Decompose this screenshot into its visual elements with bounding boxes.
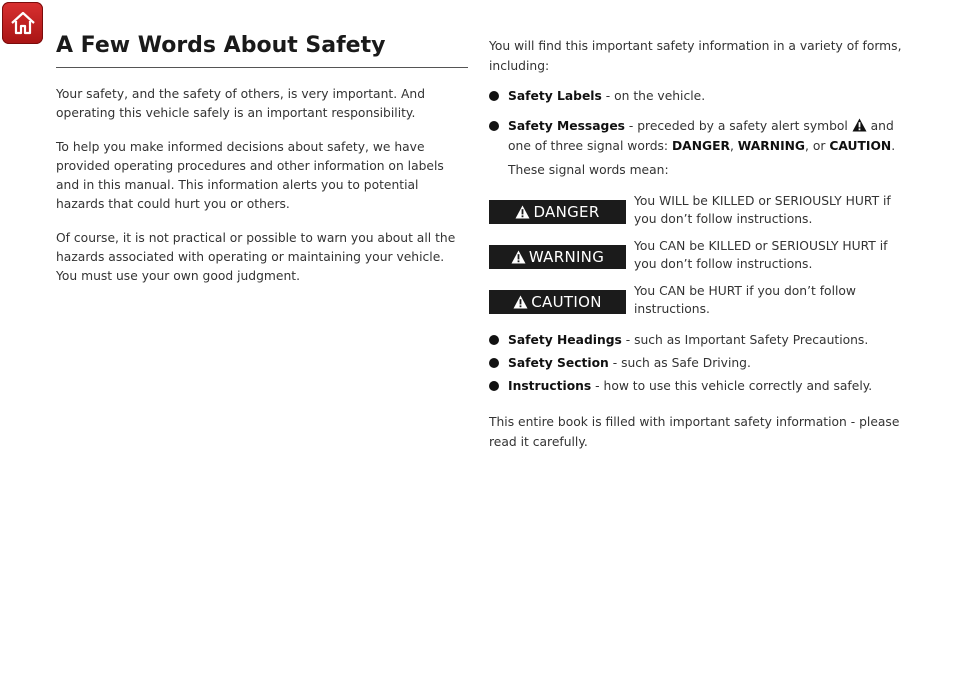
warning-description: You CAN be KILLED or SERIOUSLY HURT if you don’t follow instructions.: [634, 239, 888, 271]
term-safety-labels: Safety Labels: [508, 89, 602, 103]
right-column: [489, 36, 909, 464]
desc-safety-messages-b: and one of three signal words:: [508, 119, 894, 153]
caution-description: You CAN be HURT if you don’t follow instructions.: [634, 284, 856, 316]
alert-triangle-icon: [511, 250, 526, 264]
term-safety-section: Safety Section: [508, 356, 609, 370]
signal-row-danger: [489, 192, 909, 237]
signal-words-intro: These signal words mean:: [508, 163, 669, 177]
paragraph-1: Your safety, and the safety of others, is very important. And operating this vehicle safely is an important responsibility.: [56, 87, 426, 120]
desc-instructions: - how to use this vehicle correctly and safely.: [591, 379, 873, 393]
home-icon: [9, 9, 37, 37]
bullet-instructions: [489, 376, 909, 396]
intro-text: You will find this important safety information in a variety of forms, including:: [489, 39, 902, 73]
danger-description: You WILL be KILLED or SERIOUSLY HURT if you don’t follow instructions.: [634, 194, 891, 226]
bullet-safety-section: [489, 353, 909, 373]
term-instructions: Instructions: [508, 379, 592, 393]
signal-word-caution: CAUTION: [829, 139, 892, 153]
caution-badge: [489, 290, 626, 314]
alert-triangle-icon: [515, 205, 530, 219]
home-button[interactable]: [2, 2, 43, 44]
term-safety-messages: Safety Messages: [508, 119, 625, 133]
warning-label: WARNING: [528, 248, 605, 266]
paragraph-3: Of course, it is not practical or possible to warn you about all the hazards associated with operating or maintaining your vehicle. You must use your own good judgment.: [56, 231, 456, 283]
desc-safety-labels: - on the vehicle.: [601, 89, 706, 103]
bullet-dot-icon: [489, 358, 499, 368]
page-title: A Few Words About Safety: [56, 30, 468, 68]
signal-row-caution: [489, 282, 909, 327]
alert-triangle-icon: [852, 118, 867, 132]
closing-text: This entire book is filled with important safety information - please read it carefully.: [489, 415, 900, 449]
more-bullets: [489, 330, 909, 396]
signal-row-warning: [489, 237, 909, 282]
desc-safety-messages-a: - preceded by a safety alert symbol: [625, 119, 852, 133]
bullet-dot-icon: [489, 381, 499, 391]
caution-label: CAUTION: [531, 293, 602, 311]
term-safety-headings: Safety Headings: [508, 333, 622, 347]
signal-word-danger: DANGER: [671, 139, 730, 153]
signal-word-list: [489, 192, 909, 327]
separator: .: [891, 139, 896, 153]
bullet-dot-icon: [489, 121, 499, 131]
bullet-safety-labels: [489, 86, 909, 106]
left-column: [56, 30, 468, 286]
warning-badge: [489, 245, 626, 269]
danger-badge: [489, 200, 626, 224]
separator: ,: [729, 139, 738, 153]
bullet-safety-messages: [489, 116, 909, 180]
alert-triangle-icon: [513, 295, 528, 309]
desc-safety-headings: - such as Important Safety Precautions.: [621, 333, 869, 347]
bullet-dot-icon: [489, 91, 499, 101]
bullet-dot-icon: [489, 335, 499, 345]
desc-safety-section: - such as Safe Driving.: [608, 356, 751, 370]
bullet-safety-headings: [489, 330, 909, 350]
separator: , or: [805, 139, 830, 153]
signal-word-warning: WARNING: [737, 139, 806, 153]
paragraph-2: To help you make informed decisions about safety, we have provided operating procedures and other information on labels and in this manual. This information alerts you to potential hazards that could hurt you or others.: [56, 140, 444, 211]
danger-label: DANGER: [533, 203, 600, 221]
